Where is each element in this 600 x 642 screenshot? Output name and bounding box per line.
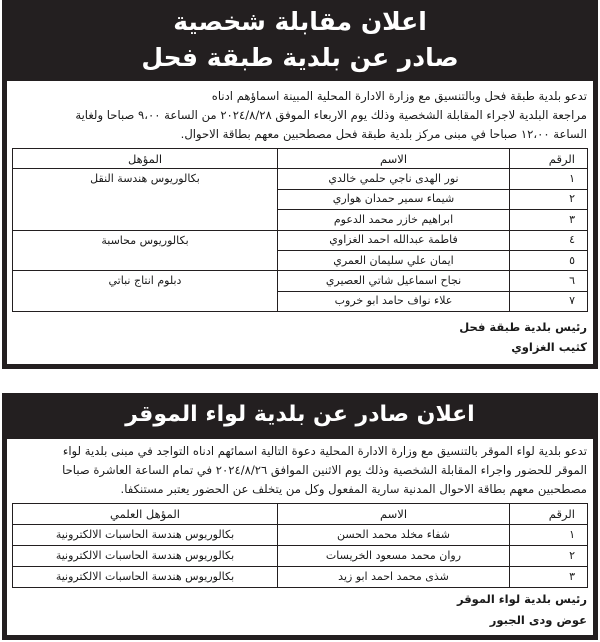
header-number: الرقم	[510, 149, 588, 169]
cell-number: ٥	[510, 250, 588, 270]
cell-qualification: بكالوريوس هندسة الحاسبات الالكترونية	[13, 525, 278, 546]
header-qualification: المؤهل	[13, 149, 278, 169]
announcement-tabaqat-fahl	[2, 0, 598, 369]
table-row	[13, 525, 588, 546]
announcement-liwa-al-muwaqqar	[2, 393, 598, 640]
candidates-table	[12, 503, 588, 588]
announcement-body	[6, 438, 594, 636]
announcement-paragraph	[7, 81, 593, 144]
cell-number: ٣	[510, 210, 588, 230]
table-row	[13, 169, 588, 189]
cell-number: ١	[510, 169, 588, 189]
cell-number: ٦	[510, 271, 588, 291]
cell-qualification: بكالوريوس هندسة الحاسبات الالكترونية	[13, 546, 278, 567]
cell-name: شيماء سمير حمدان هواري	[278, 189, 510, 209]
cell-name: شفاء مخلد محمد الحسن	[278, 525, 510, 546]
table-row	[13, 567, 588, 588]
announcement-header	[3, 1, 597, 80]
paragraph-line: الموقر للحضور واجراء المقابلة الشخصية وذلك يوم الاثنين الموافق ٢٠٢٤/٨/٢٦ في تمام الساعة العاشرة صباحا	[62, 463, 587, 477]
cell-name: نور الهدى ناجي حلمي خالدي	[278, 169, 510, 189]
cell-name: نجاح اسماعيل شاتي العصيري	[278, 271, 510, 291]
signature-name: عوض ودى الجبور	[489, 613, 587, 627]
candidates-table	[12, 148, 588, 312]
header-name: الاسم	[278, 149, 510, 169]
header-name: الاسم	[278, 504, 510, 525]
cell-name: شذى محمد احمد ابو زيد	[278, 567, 510, 588]
cell-number: ٣	[510, 567, 588, 588]
signature-title: رئيس بلدية لواء الموقر	[456, 592, 587, 606]
paragraph-line: تدعو بلدية لواء الموقر بالتنسيق مع وزارة الادارة المحلية دعوة التالية اسمائهم ادناه التواجد في مبنى بلدية لواء	[62, 444, 587, 458]
announcement-header: اعلان صادر عن بلدية لواء الموقر	[125, 402, 475, 427]
paragraph-line: تدعو بلدية طبقة فحل وبالتنسيق مع وزارة الادارة المحلية المبينة اسماؤهم ادناه	[211, 89, 587, 103]
table-row	[13, 546, 588, 567]
table-header-row	[13, 149, 588, 169]
announcement-title-line2: صادر عن بلدية طبقة فحل	[141, 43, 459, 72]
signature-name: كثيب الغزاوي	[511, 340, 587, 355]
header-number: الرقم	[510, 504, 588, 525]
signature-title: رئيس بلدية طبقة فحل	[459, 320, 587, 335]
cell-qualification: دبلوم انتاج نباتي	[13, 271, 278, 312]
table-row	[13, 230, 588, 250]
paragraph-line: مراجعة البلدية لاجراء المقابلة الشخصية وذلك يوم الاربعاء الموفق ٢٠٢٤/٨/٢٨ من الساعة ٩،٠٠ صباحا ولغاية	[75, 108, 587, 122]
cell-number: ٢	[510, 189, 588, 209]
announcement-body	[6, 80, 594, 365]
cell-number: ١	[510, 525, 588, 546]
cell-name: علاء نواف حامد ابو خروب	[278, 291, 510, 311]
cell-number: ٢	[510, 546, 588, 567]
table-header-row	[13, 504, 588, 525]
cell-name: فاطمة عبدالله احمد الغزاوي	[278, 230, 510, 250]
cell-qualification: بكالوريوس هندسة الحاسبات الالكترونية	[13, 567, 278, 588]
cell-name: روان محمد مسعود الخريسات	[278, 546, 510, 567]
cell-number: ٧	[510, 291, 588, 311]
cell-number: ٤	[510, 230, 588, 250]
cell-name: ايمان علي سليمان العمري	[278, 250, 510, 270]
table-row	[13, 271, 588, 291]
cell-qualification: بكالوريوس هندسة النقل	[13, 169, 278, 230]
announcement-paragraph	[7, 439, 593, 499]
paragraph-line: الساعة ١٢،٠٠ صباحا في مبنى مركز بلدية طبقة فحل مصطحبين معهم بطاقة الاحوال.	[180, 127, 587, 141]
cell-name: ابراهيم خازر محمد الدعوم	[278, 210, 510, 230]
signature-block	[7, 589, 593, 631]
paragraph-line: مصطحبين معهم بطاقة الاحوال المدنية سارية المفعول وكل من يتخلف عن الحضور يعتبر مستنكفا.	[120, 482, 587, 496]
header-qualification: المؤهل العلمي	[13, 504, 278, 525]
cell-qualification: بكالوريوس محاسبة	[13, 230, 278, 271]
announcement-title-line1: اعلان مقابلة شخصية	[173, 7, 427, 36]
signature-block	[7, 317, 593, 357]
